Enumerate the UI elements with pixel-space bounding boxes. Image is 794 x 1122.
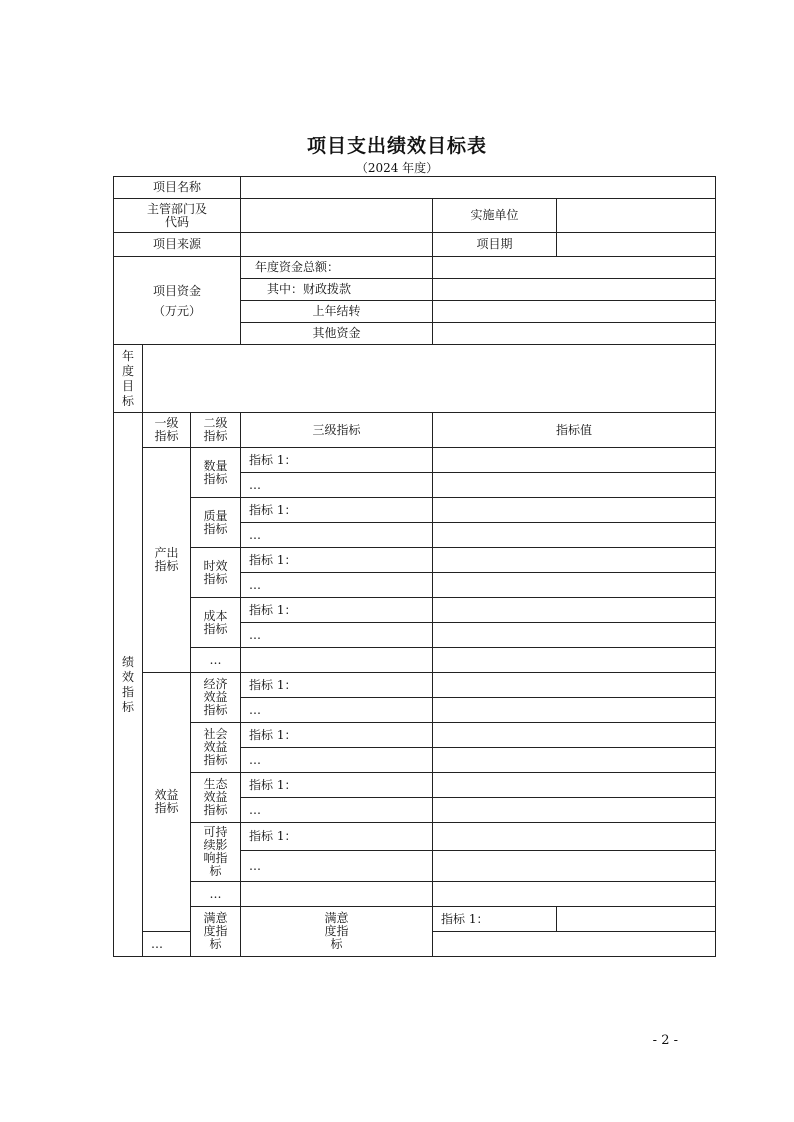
- label-annual-total: 年度资金总额：: [241, 257, 433, 279]
- page-subtitle: （2024 年度）: [355, 161, 439, 175]
- effect-indicator: 效益指标: [143, 673, 191, 932]
- sustainable-indicator: 可持续影响指标: [191, 823, 241, 882]
- value-cell[interactable]: [433, 598, 716, 623]
- table-row[interactable]: 指标 1：: [241, 498, 433, 523]
- label-annual-goal: 年度目标: [114, 345, 143, 413]
- table-row[interactable]: …: [241, 623, 433, 648]
- page-title: 项目支出绩效目标表: [306, 135, 487, 157]
- page-number: - 2 -: [652, 1033, 678, 1048]
- label-impl-unit: 实施单位: [433, 199, 557, 233]
- value-cell[interactable]: [433, 573, 716, 598]
- value-cell[interactable]: [433, 673, 716, 698]
- table-row[interactable]: …: [241, 851, 433, 882]
- value-cell[interactable]: [433, 882, 716, 907]
- value-other-funds[interactable]: [433, 323, 716, 345]
- table-row[interactable]: 指标 1：: [241, 673, 433, 698]
- value-cell[interactable]: [433, 648, 716, 673]
- value-annual-total[interactable]: [433, 257, 716, 279]
- header-value: 指标值: [433, 413, 716, 448]
- value-cell[interactable]: [433, 932, 716, 957]
- table-row[interactable]: 指标 1：: [241, 448, 433, 473]
- quality-indicator: 质量指标: [191, 498, 241, 548]
- table-row[interactable]: …: [241, 798, 433, 823]
- performance-goal-table: [113, 176, 716, 957]
- satisfaction-indicator: 满意度指标: [191, 907, 241, 957]
- value-project-name[interactable]: [241, 177, 716, 199]
- value-cell[interactable]: [557, 907, 716, 932]
- label-dept: 主管部门及代码: [114, 199, 241, 233]
- cost-indicator: 成本指标: [191, 598, 241, 648]
- table-row[interactable]: 指标 1：: [241, 723, 433, 748]
- table-row[interactable]: 指标 1：: [433, 907, 557, 932]
- label-source: 项目来源: [114, 233, 241, 257]
- value-cell[interactable]: [433, 523, 716, 548]
- table-row[interactable]: …: [241, 473, 433, 498]
- label-fiscal: 其中：财政拨款: [241, 279, 433, 301]
- satisfaction-sub-indicator: 满意度指标: [241, 907, 433, 957]
- value-cell[interactable]: [433, 773, 716, 798]
- value-dept[interactable]: [241, 199, 433, 233]
- table-row[interactable]: …: [241, 748, 433, 773]
- value-carryover[interactable]: [433, 301, 716, 323]
- table-row[interactable]: [241, 648, 433, 673]
- ecological-indicator: 生态效益指标: [191, 773, 241, 823]
- header-level3: 三级指标: [241, 413, 433, 448]
- value-annual-goal[interactable]: [143, 345, 716, 413]
- label-other-funds: 其他资金: [241, 323, 433, 345]
- table-row[interactable]: 指标 1：: [241, 598, 433, 623]
- value-cell[interactable]: [433, 823, 716, 851]
- value-cell[interactable]: [433, 623, 716, 648]
- value-fiscal[interactable]: [433, 279, 716, 301]
- output-indicator: 产出指标: [143, 448, 191, 673]
- value-cell[interactable]: [433, 723, 716, 748]
- value-cell[interactable]: [433, 851, 716, 882]
- value-impl-unit[interactable]: [557, 199, 716, 233]
- label-perf-indicator: 绩效指标: [114, 413, 143, 957]
- header-level2: 二级指标: [191, 413, 241, 448]
- table-row[interactable]: 指标 1：: [241, 773, 433, 798]
- label-period: 项目期: [433, 233, 557, 257]
- table-row[interactable]: …: [143, 932, 191, 957]
- label-project-name: 项目名称: [114, 177, 241, 199]
- economic-indicator: 经济效益指标: [191, 673, 241, 723]
- value-cell[interactable]: [433, 498, 716, 523]
- value-cell[interactable]: [433, 448, 716, 473]
- quantity-indicator: 数量指标: [191, 448, 241, 498]
- timeliness-indicator: 时效指标: [191, 548, 241, 598]
- table-row[interactable]: …: [241, 698, 433, 723]
- value-cell[interactable]: [433, 748, 716, 773]
- social-indicator: 社会效益指标: [191, 723, 241, 773]
- table-row[interactable]: [241, 882, 433, 907]
- table-row[interactable]: 指标 1：: [241, 823, 433, 851]
- value-period[interactable]: [557, 233, 716, 257]
- value-cell[interactable]: [433, 798, 716, 823]
- effect-more: …: [191, 882, 241, 907]
- table-row[interactable]: 指标 1：: [241, 548, 433, 573]
- table-row[interactable]: …: [241, 523, 433, 548]
- value-cell[interactable]: [433, 548, 716, 573]
- output-more: …: [191, 648, 241, 673]
- value-source[interactable]: [241, 233, 433, 257]
- value-cell[interactable]: [433, 473, 716, 498]
- value-cell[interactable]: [433, 698, 716, 723]
- label-carryover: 上年结转: [241, 301, 433, 323]
- table-row[interactable]: …: [241, 573, 433, 598]
- header-level1: 一级指标: [143, 413, 191, 448]
- label-funds: 项目资金（万元）: [114, 257, 241, 345]
